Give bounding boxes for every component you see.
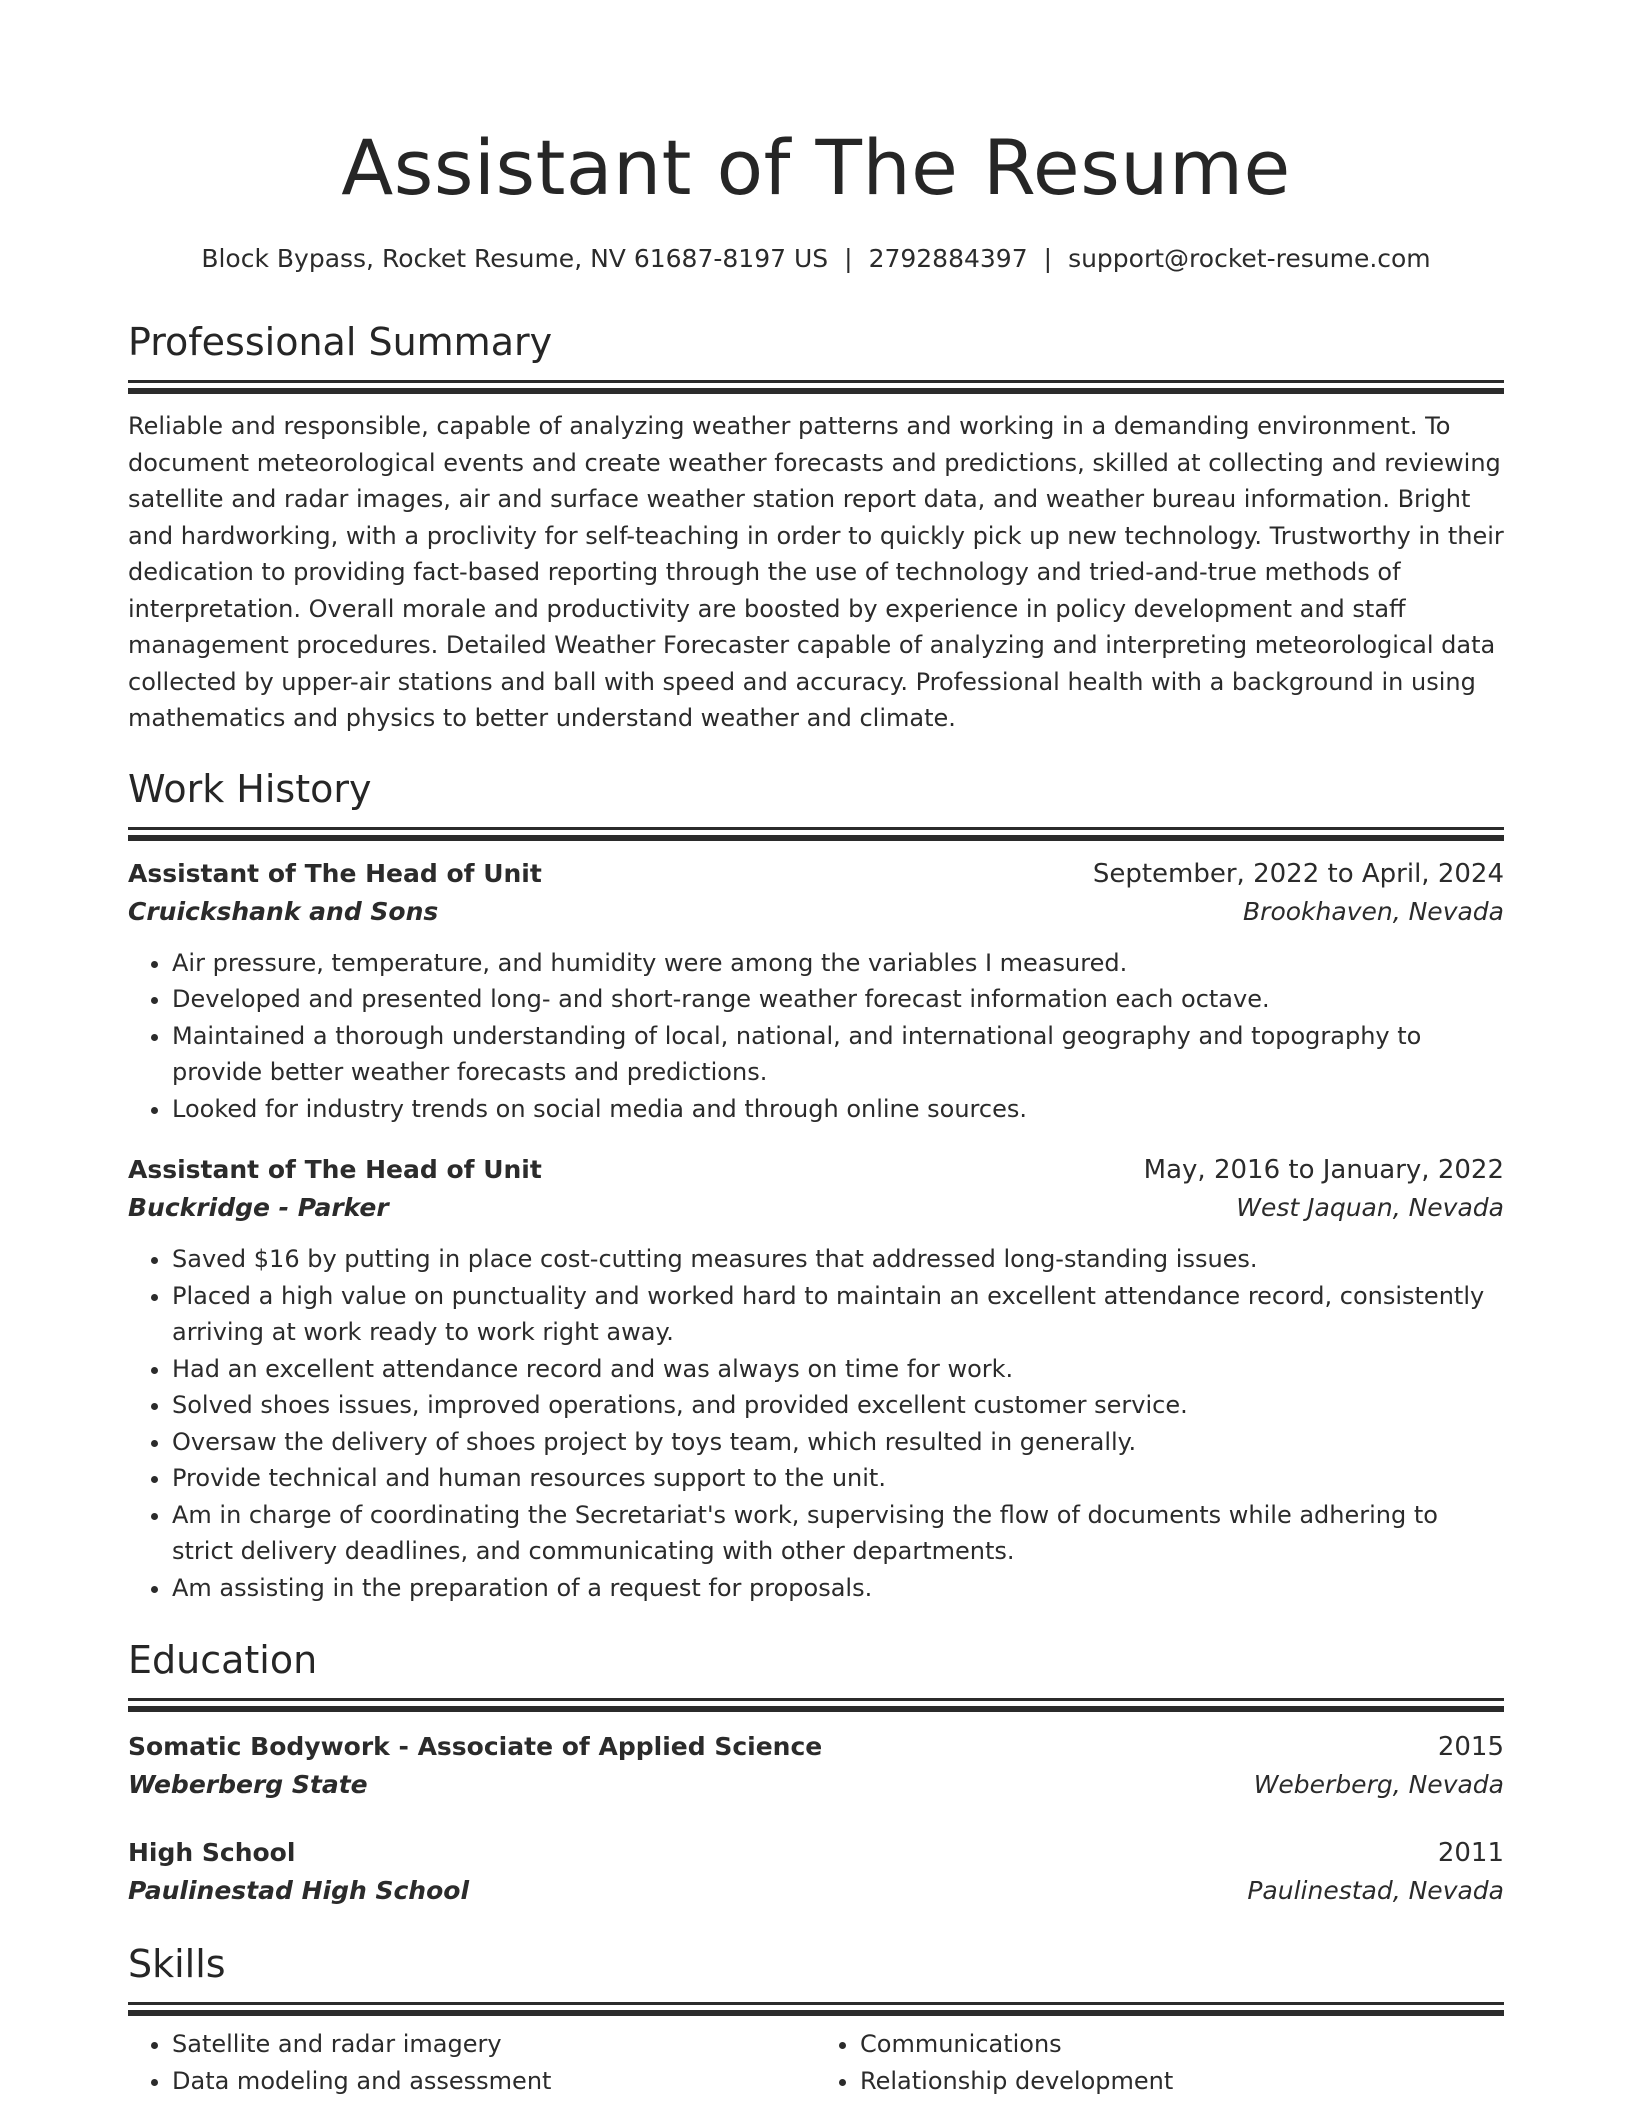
section-rule (128, 1706, 1504, 1712)
job-bullet: • Air pressure, temperature, and humidity were among the variables I measured. (172, 945, 1504, 982)
education-entry (128, 1728, 1504, 1804)
job-bullet: • Oversaw the delivery of shoes project by toys team, which resulted in generally. (172, 1424, 1504, 1461)
school-location: Weberberg, Nevada (1253, 1770, 1504, 1799)
skills-section (128, 1938, 1504, 2099)
job-company: Cruickshank and Sons (128, 896, 439, 926)
section-rule (128, 2010, 1504, 2016)
contact-address: Block Bypass, Rocket Resume, NV 61687-8197 US (201, 244, 829, 273)
summary-text: Reliable and responsible, capable of analyzing weather patterns and working in a demanding environment. To document meteorological events and create weather forecasts and predictions, skilled at collecting and reviewing satellite and radar images, air and surface weather station report data, and weather bureau information. Bright and hardworking, with a proclivity for self-teaching in order to quickly pick up new technology. Trustworthy in their dedication to providing fact-based reporting through the use of technology and tried-and-true methods of interpretation. Overall morale and productivity are boosted by experience in policy development and staff management procedures. Detailed Weather Forecaster capable of analyzing and interpreting meteorological data collected by upper-air stations and ball with speed and accuracy. Professional health with a background in using mathematics and physics to better understand weather and climate. (128, 412, 1504, 732)
section-rule (128, 388, 1504, 394)
job-bullets (128, 1241, 1504, 1606)
degree-title: High School (128, 1838, 296, 1867)
contact-separator: | (844, 244, 853, 273)
skills-grid (128, 2026, 1504, 2099)
job-dates: September, 2022 to April, 2024 (1092, 858, 1504, 889)
school-name: Paulinestad High School (128, 1876, 470, 1905)
skill-item: • Communications (860, 2026, 1504, 2063)
section-title-education: Education (128, 1638, 318, 1682)
job-title: Assistant of The Head of Unit (128, 1155, 542, 1184)
job-dates: May, 2016 to January, 2022 (1143, 1155, 1504, 1185)
degree-title: Somatic Bodywork - Associate of Applied Science (128, 1732, 823, 1761)
job-location: West Jaquan, Nevada (1236, 1193, 1504, 1222)
section-rule (128, 1698, 1504, 1701)
skill-item: • Relationship development (860, 2063, 1504, 2100)
section-rule (128, 835, 1504, 841)
education-entry (128, 1834, 1504, 1910)
skills-column-left (128, 2026, 816, 2099)
contact-phone: 2792884397 (868, 244, 1028, 273)
job-location: Brookhaven, Nevada (1243, 896, 1504, 926)
job-entry (128, 855, 1504, 1128)
resume-page (128, 0, 1504, 2099)
job-bullet: • Maintained a thorough understanding of local, national, and international geography and topography to provide better weather forecasts and predictions. (172, 1018, 1504, 1091)
resume-name: Assistant of The Resume (341, 123, 1291, 212)
section-rule (128, 2002, 1504, 2005)
section-title-summary: Professional Summary (128, 320, 553, 364)
skill-item: • Data modeling and assessment (172, 2063, 816, 2100)
job-bullet: • Placed a high value on punctuality and worked hard to maintain an excellent attendance record, consistently arriving at work ready to work right away. (172, 1278, 1504, 1351)
education-section (128, 1634, 1504, 1910)
job-bullets (128, 945, 1504, 1128)
job-entry (128, 1151, 1504, 1606)
summary-section (128, 316, 1504, 737)
contact-email: support@rocket-resume.com (1068, 244, 1431, 273)
degree-year: 2015 (1437, 1732, 1504, 1762)
section-title-work: Work History (128, 766, 372, 811)
section-rule (128, 827, 1504, 830)
degree-year: 2011 (1437, 1838, 1504, 1868)
school-name: Weberberg State (128, 1770, 368, 1799)
job-bullet: • Am assisting in the preparation of a request for proposals. (172, 1570, 1504, 1607)
contact-line (128, 242, 1504, 276)
school-location: Paulinestad, Nevada (1247, 1876, 1504, 1905)
section-rule (128, 380, 1504, 383)
job-bullet: • Provide technical and human resources support to the unit. (172, 1460, 1504, 1497)
job-bullet: • Saved $16 by putting in place cost-cutting measures that addressed long-standing issues. (172, 1241, 1504, 1278)
section-title-skills: Skills (128, 1942, 226, 1986)
job-bullet: • Had an excellent attendance record and was always on time for work. (172, 1351, 1504, 1388)
work-history-section (128, 763, 1504, 1607)
job-title: Assistant of The Head of Unit (128, 858, 542, 888)
job-bullet: • Solved shoes issues, improved operations, and provided excellent customer service. (172, 1387, 1504, 1424)
job-bullet: • Developed and presented long- and short-range weather forecast information each octave. (172, 981, 1504, 1018)
contact-separator: | (1043, 244, 1053, 273)
job-bullet: • Looked for industry trends on social media and through online sources. (172, 1091, 1504, 1128)
job-company: Buckridge - Parker (128, 1193, 389, 1222)
skill-item: • Satellite and radar imagery (172, 2026, 816, 2063)
skills-column-right (816, 2026, 1504, 2099)
job-bullet: • Am in charge of coordinating the Secretariat's work, supervising the flow of documents while adhering to strict delivery deadlines, and communicating with other departments. (172, 1497, 1504, 1570)
